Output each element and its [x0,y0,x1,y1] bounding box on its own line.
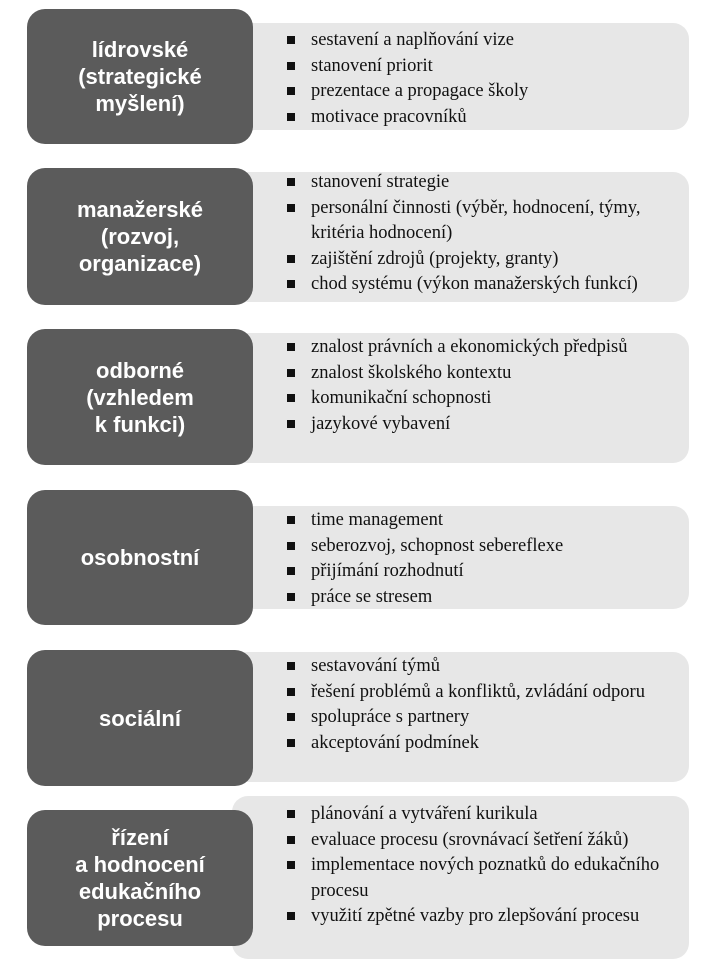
square-bullet-icon [287,836,295,844]
list-item-text: evaluace procesu (srovnávací šetření žáků) [311,829,629,850]
list-item [283,731,693,757]
list-item-text: stanovení priorit [311,55,433,76]
list-item [283,247,693,273]
square-bullet-icon [287,280,295,288]
square-bullet-icon [287,420,295,428]
list-item [283,412,693,438]
competency-list [283,170,693,298]
category-box: řízení a hodnocení edukačního procesu [27,810,253,946]
square-bullet-icon [287,113,295,121]
list-item [283,534,693,560]
category-box: osobnostní [27,490,253,625]
list-item [283,54,693,80]
list-item-text: seberozvoj, schopnost sebereflexe [311,535,564,556]
category-box: odborné (vzhledem k funkci) [27,329,253,465]
competency-list [283,654,693,756]
list-item [283,705,693,731]
list-item-text: stanovení strategie [311,172,450,192]
square-bullet-icon [287,87,295,95]
square-bullet-icon [287,36,295,44]
list-item-text: znalost školského kontextu [311,362,512,383]
square-bullet-icon [287,178,295,186]
square-bullet-icon [287,739,295,747]
list-item [283,105,693,131]
list-item-text: chod systému (výkon manažerských funkcí) [311,274,638,294]
list-item [283,828,693,854]
list-item [283,802,693,828]
square-bullet-icon [287,394,295,402]
competency-list [283,28,693,130]
list-item-text: spolupráce s partnery [311,707,470,727]
list-item-text: zajištění zdrojů (projekty, granty) [311,248,559,269]
list-item [283,559,693,585]
list-item [283,680,693,706]
list-item-text: znalost právních a ekonomických předpisů [311,337,628,357]
square-bullet-icon [287,255,295,263]
list-item [283,654,693,680]
list-item [283,585,693,611]
square-bullet-icon [287,343,295,351]
competency-list [283,335,693,437]
list-item-text: prezentace a propagace školy [311,81,529,101]
list-item-text: plánování a vytváření kurikula [311,804,538,824]
category-box: lídrovské (strategické myšlení) [27,9,253,144]
competency-list [283,802,693,930]
competency-list [283,508,693,610]
list-item-text: přijímání rozhodnutí [311,561,464,581]
list-item [283,361,693,387]
list-item-text: sestavování týmů [311,656,440,676]
list-item-text: sestavení a naplňování vize [311,30,514,50]
list-item-text: akceptování podmínek [311,732,479,753]
category-box: sociální [27,650,253,786]
list-item-text: řešení problémů a konfliktů, zvládání odporu [311,681,645,702]
list-item [283,904,693,930]
square-bullet-icon [287,593,295,601]
square-bullet-icon [287,62,295,70]
list-item-text: práce se stresem [311,586,433,607]
list-item-text: implementace nových poznatků do edukačního procesu [311,855,660,901]
square-bullet-icon [287,516,295,524]
square-bullet-icon [287,369,295,377]
list-item [283,508,693,534]
list-item [283,196,693,247]
list-item [283,272,693,298]
list-item [283,79,693,105]
square-bullet-icon [287,688,295,696]
list-item-text: time management [311,510,444,530]
list-item-text: využití zpětné vazby pro zlepšování procesu [311,906,640,926]
square-bullet-icon [287,912,295,920]
list-item-text: komunikační schopnosti [311,388,492,408]
list-item [283,170,693,196]
square-bullet-icon [287,567,295,575]
square-bullet-icon [287,713,295,721]
list-item-text: motivace pracovníků [311,106,467,127]
list-item-text: personální činnosti (výběr, hodnocení, týmy, kritéria hodnocení) [311,197,641,243]
list-item-text: jazykové vybavení [311,413,451,434]
square-bullet-icon [287,204,295,212]
square-bullet-icon [287,662,295,670]
list-item [283,386,693,412]
square-bullet-icon [287,542,295,550]
list-item [283,853,693,904]
list-item [283,335,693,361]
square-bullet-icon [287,861,295,869]
category-box: manažerské (rozvoj, organizace) [27,168,253,305]
square-bullet-icon [287,810,295,818]
list-item [283,28,693,54]
